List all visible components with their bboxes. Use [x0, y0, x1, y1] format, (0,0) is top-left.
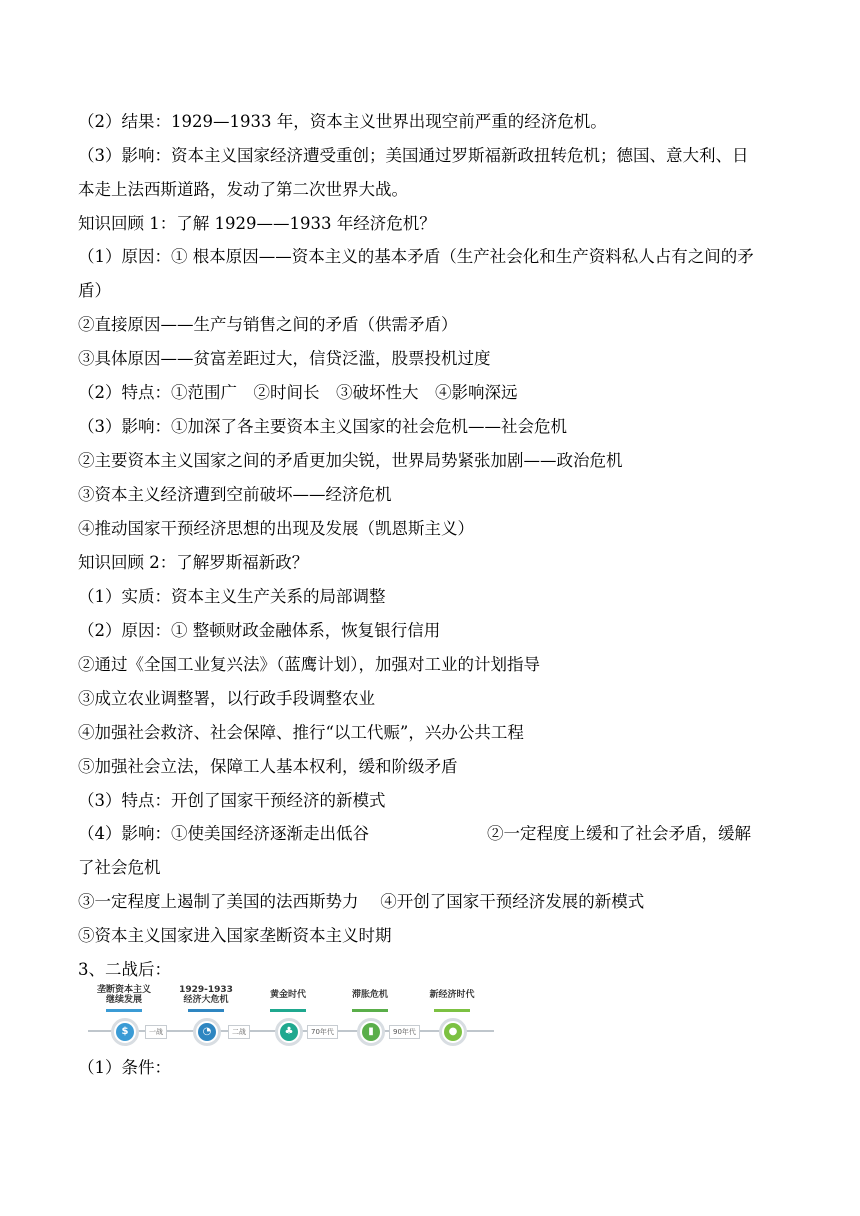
- pie-chart-icon: ◔: [193, 1018, 221, 1046]
- text-line: 盾）: [78, 281, 111, 300]
- timeline-node: [82, 984, 166, 1050]
- timeline-underline: [106, 1009, 142, 1012]
- timeline-underline: [434, 1009, 470, 1012]
- text-line: （2）原因：① 整顿财政金融体系，恢复银行信用: [78, 621, 441, 640]
- text-line: ④加强社会救济、社会保障、推行“以工代赈”，兴办公共工程: [78, 723, 524, 742]
- text-line: （3）影响：①加深了各主要资本主义国家的社会危机——社会危机: [78, 417, 567, 436]
- impact-right: ②一定程度上缓和了社会矛盾，缓解: [487, 824, 751, 843]
- coins-icon: ♣: [275, 1018, 303, 1046]
- text-line: ③一定程度上遏制了美国的法西斯势力 ④开创了国家干预经济发展的新模式: [78, 892, 645, 911]
- timeline-node-label: 滞胀危机: [351, 990, 388, 1000]
- text-line: ③成立农业调整署，以行政手段调整农业: [78, 689, 375, 708]
- section-heading: 知识回顾 2：了解罗斯福新政？: [78, 553, 309, 572]
- timeline-period-label: 一战: [145, 1025, 167, 1039]
- bar-chart-icon: ▮: [357, 1018, 385, 1046]
- timeline-node: [410, 984, 494, 1050]
- text-line: （2）结果：1929—1933 年，资本主义世界出现空前严重的经济危机。: [78, 112, 607, 131]
- text-line: （1）实质：资本主义生产关系的局部调整: [78, 587, 386, 606]
- impact-line: [78, 823, 751, 845]
- text-line: ②主要资本主义国家之间的矛盾更加尖锐，世界局势紧张加剧——政治危机: [78, 451, 623, 470]
- timeline-underline: [188, 1009, 224, 1012]
- impact-left: （4）影响：①使美国经济逐渐走出低谷: [78, 824, 369, 843]
- timeline-underline: [352, 1009, 388, 1012]
- text-line: （3）特点：开创了国家干预经济的新模式: [78, 791, 386, 810]
- timeline-node-label: 1929-1933: [179, 985, 233, 995]
- timeline-node-label: 黄金时代: [269, 990, 306, 1000]
- text-line: ②通过《全国工业复兴法》（蓝鹰计划），加强对工业的计划指导: [78, 655, 540, 674]
- timeline-node-sublabel: 继续发展: [105, 995, 142, 1005]
- text-line: ⑤资本主义国家进入国家垄断资本主义时期: [78, 926, 392, 945]
- timeline-node-sublabel: 经济大危机: [183, 995, 229, 1005]
- text-line: （1）原因：① 根本原因——资本主义的基本矛盾（生产社会化和生产资料私人占有之间的矛: [78, 247, 754, 266]
- section-heading: 知识回顾 1：了解 1929——1933 年经济危机？: [78, 214, 436, 233]
- text-line: ⑤加强社会立法，保障工人基本权利，缓和阶级矛盾: [78, 757, 458, 776]
- text-line: （2）特点：①范围广 ②时间长 ③破坏性大 ④影响深远: [78, 383, 518, 402]
- text-line: ③具体原因——贫富差距过大，信贷泛滥，股票投机过度: [78, 349, 491, 368]
- timeline-underline: [270, 1009, 306, 1012]
- timeline-period-label: 90年代: [389, 1025, 420, 1039]
- timeline-period-label: 二战: [228, 1025, 250, 1039]
- section-heading: 3、二战后：: [78, 960, 171, 979]
- apple-icon: ●: [439, 1018, 467, 1046]
- timeline-node: [328, 984, 412, 1050]
- timeline-node: [164, 984, 248, 1050]
- timeline-node-label: 垄断资本主义: [96, 985, 151, 995]
- text-line: （3）影响：资本主义国家经济遭受重创；美国通过罗斯福新政扭转危机；德国、意大利、日: [78, 146, 749, 165]
- text-line: （1）条件：: [78, 1058, 171, 1077]
- text-line: ②直接原因——生产与销售之间的矛盾（供需矛盾）: [78, 315, 458, 334]
- timeline-node-label: 新经济时代: [429, 990, 475, 1000]
- text-line: ③资本主义经济遭到空前破坏——经济危机: [78, 485, 392, 504]
- timeline-period-label: 70年代: [307, 1025, 338, 1039]
- text-line: ④推动国家干预经济思想的出现及发展（凯恩斯主义）: [78, 519, 474, 538]
- text-line: 了社会危机: [78, 858, 161, 877]
- text-line: 本走上法西斯道路，发动了第二次世界大战。: [78, 180, 408, 199]
- economic-timeline: [82, 984, 494, 1050]
- timeline-node: [246, 984, 330, 1050]
- dollar-icon: $: [111, 1018, 139, 1046]
